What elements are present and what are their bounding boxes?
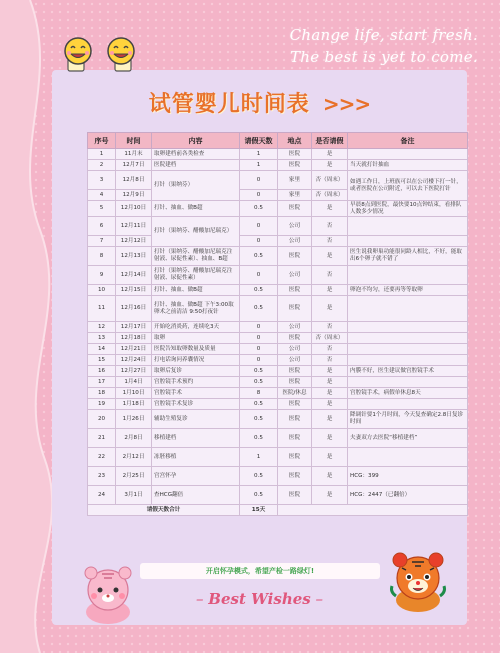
cell-content: 打针（果纳芬、醋酸加尼瑞克）: [152, 217, 240, 247]
cell-no: 23: [88, 467, 116, 486]
cell-leave: 是: [312, 149, 348, 160]
cell-no: 6: [88, 217, 116, 236]
cell-days: 0.5: [240, 429, 278, 448]
cell-date: 12月12日: [116, 236, 152, 247]
smiley-icon: [103, 35, 139, 73]
cell-date: 12月24日: [116, 355, 152, 366]
cell-place: 医院: [278, 448, 312, 467]
cell-date: 12月11日: [116, 217, 152, 236]
cell-content: 打针、抽血、做B超 下午3:00取卵术之前清洁 9:50打夜针: [152, 296, 240, 322]
cell-days: 0.5: [240, 486, 278, 505]
cell-leave: 是: [312, 429, 348, 448]
table-row: [88, 467, 468, 486]
cell-place: 公司: [278, 344, 312, 355]
best-wishes-footer: [52, 590, 467, 608]
cell-date: 12月9日: [116, 190, 152, 201]
cell-date: 1月26日: [116, 410, 152, 429]
cell-days: 0: [240, 322, 278, 333]
table-row: [88, 333, 468, 344]
cell-content: 打电话询问养囊情况: [152, 355, 240, 366]
cell-note: 夫妻双方去医院“移植建档”: [348, 429, 468, 448]
cell-note: [348, 333, 468, 344]
cell-leave: 是: [312, 448, 348, 467]
cell-content: 取卵: [152, 333, 240, 344]
cell-date: 12月17日: [116, 322, 152, 333]
cell-leave: 是: [312, 201, 348, 217]
cell-date: 2月25日: [116, 467, 152, 486]
table-row: [88, 322, 468, 333]
cell-place: 公司: [278, 266, 312, 285]
cell-place: 医院: [278, 201, 312, 217]
cell-place: 医院/休息: [278, 388, 312, 399]
cell-date: 12月14日: [116, 266, 152, 285]
table-row: [88, 171, 468, 190]
cell-leave: 是: [312, 366, 348, 377]
cell-days: 0: [240, 217, 278, 236]
table-row: [88, 149, 468, 160]
cell-leave: 否: [312, 355, 348, 366]
cell-leave: 是: [312, 285, 348, 296]
cell-days: 0.5: [240, 366, 278, 377]
cell-place: 医院: [278, 247, 312, 266]
table-row: [88, 399, 468, 410]
table-row: [88, 344, 468, 355]
column-header: 地点: [278, 133, 312, 149]
cell-note: HCG：2447（已翻倍）: [348, 486, 468, 505]
cell-place: 家里: [278, 190, 312, 201]
wishes-dash-right: –: [310, 590, 323, 608]
cell-no: 17: [88, 377, 116, 388]
cell-content: 宫腔镜手术: [152, 388, 240, 399]
cell-no: 4: [88, 190, 116, 201]
cell-date: 1月18日: [116, 399, 152, 410]
cell-days: 0: [240, 171, 278, 190]
header-slogan: [290, 24, 478, 68]
cell-content: 医院建档: [152, 160, 240, 171]
cell-leave: 是: [312, 247, 348, 266]
cell-content: 医院告知取卵数量及质量: [152, 344, 240, 355]
best-wishes-text: Best Wishes: [208, 590, 311, 608]
table-header-row: [88, 133, 468, 149]
cell-days: 8: [240, 388, 278, 399]
cell-content: 查HCG翻倍: [152, 486, 240, 505]
table-row: [88, 160, 468, 171]
cell-days: 1: [240, 149, 278, 160]
cell-note: [348, 448, 468, 467]
cell-leave: 是: [312, 296, 348, 322]
cell-place: 公司: [278, 355, 312, 366]
cell-content: 辅助生殖复诊: [152, 410, 240, 429]
cell-date: 3月1日: [116, 486, 152, 505]
table-row: [88, 486, 468, 505]
cell-place: 医院: [278, 410, 312, 429]
table-row: [88, 285, 468, 296]
cell-note: 早晨8点到医院，最快要10点钟结束，看排队人数多少情况: [348, 201, 468, 217]
cell-no: 20: [88, 410, 116, 429]
cell-leave: 否: [312, 322, 348, 333]
cell-content: 打针（果纳芬、醋酸加尼瑞克注射液、尿促性素）、抽血、B超: [152, 247, 240, 266]
cell-note: [348, 399, 468, 410]
cell-no: 11: [88, 296, 116, 322]
cell-leave: 是: [312, 399, 348, 410]
title-row: [52, 87, 467, 118]
cell-place: 医院: [278, 366, 312, 377]
cell-days: 1: [240, 448, 278, 467]
cell-date: 12月27日: [116, 366, 152, 377]
cell-no: 5: [88, 201, 116, 217]
total-value: 15天: [240, 505, 278, 516]
cell-leave: 是: [312, 377, 348, 388]
table-row: [88, 366, 468, 377]
cell-leave: 是: [312, 388, 348, 399]
cell-leave: 是: [312, 160, 348, 171]
cell-note: [348, 322, 468, 333]
cell-no: 9: [88, 266, 116, 285]
cell-days: 1: [240, 160, 278, 171]
cell-no: 22: [88, 448, 116, 467]
cell-no: 19: [88, 399, 116, 410]
column-header: 请假天数: [240, 133, 278, 149]
cell-no: 12: [88, 322, 116, 333]
total-label: 请假天数合计: [88, 505, 240, 516]
cell-note: 内膜不好，医生建议做宫腔镜手术: [348, 366, 468, 377]
cell-note: [348, 266, 468, 285]
cell-leave: 否（周末）: [312, 333, 348, 344]
cell-days: 0.5: [240, 247, 278, 266]
cell-days: 0.5: [240, 410, 278, 429]
table-row: [88, 429, 468, 448]
table-row: [88, 355, 468, 366]
cell-days: 0.5: [240, 285, 278, 296]
cell-content: 打针、抽血、做B超: [152, 285, 240, 296]
cell-content: 宫宫怀孕: [152, 467, 240, 486]
cell-no: 18: [88, 388, 116, 399]
pregnancy-banner: 开启怀孕模式，希望产检一路绿灯!: [140, 563, 380, 579]
cell-date: 12月8日: [116, 171, 152, 190]
cell-content: 冻胚移植: [152, 448, 240, 467]
cell-days: 0.5: [240, 399, 278, 410]
table-row: [88, 388, 468, 399]
cell-date: 2月8日: [116, 429, 152, 448]
cell-place: 公司: [278, 236, 312, 247]
title-arrows: >>>: [322, 92, 371, 116]
cell-place: 医院: [278, 285, 312, 296]
cell-days: 0: [240, 333, 278, 344]
cell-place: 医院: [278, 160, 312, 171]
schedule-table: [87, 132, 468, 516]
column-header: 是否请假: [312, 133, 348, 149]
cell-content: 打针（果纳芬、醋酸加尼瑞克注射液、尿促性素）: [152, 266, 240, 285]
table-row: [88, 410, 468, 429]
cell-days: 0: [240, 344, 278, 355]
cell-leave: 否（周末）: [312, 171, 348, 190]
cell-date: 1月4日: [116, 377, 152, 388]
cell-no: 3: [88, 171, 116, 190]
cell-note: [348, 377, 468, 388]
cell-place: 公司: [278, 217, 312, 236]
cell-place: 医院: [278, 467, 312, 486]
cell-days: 0.5: [240, 467, 278, 486]
cell-leave: 否: [312, 344, 348, 355]
cell-place: 医院: [278, 149, 312, 160]
cell-no: 15: [88, 355, 116, 366]
smiley-icon: [60, 35, 96, 73]
cell-leave: 是: [312, 410, 348, 429]
cell-note: 当天就打针抽血: [348, 160, 468, 171]
cell-place: 医院: [278, 429, 312, 448]
cell-date: 12月16日: [116, 296, 152, 322]
cell-date: 11月末: [116, 149, 152, 160]
cell-place: 公司: [278, 322, 312, 333]
cell-no: 24: [88, 486, 116, 505]
cell-content: 宫腔镜手术复诊: [152, 399, 240, 410]
wishes-dash-left: –: [196, 590, 209, 608]
column-header: 时间: [116, 133, 152, 149]
cell-note: [348, 344, 468, 355]
cell-note: [348, 296, 468, 322]
cell-days: 0.5: [240, 296, 278, 322]
cell-content: 取卵建档前各类检查: [152, 149, 240, 160]
cell-note: [348, 149, 468, 160]
table-row: [88, 266, 468, 285]
cell-days: 0: [240, 355, 278, 366]
cell-note: [348, 236, 468, 247]
cell-no: 7: [88, 236, 116, 247]
cell-content: 打针（果纳芬）: [152, 171, 240, 201]
cell-content: 取卵后复诊: [152, 366, 240, 377]
table-row: [88, 377, 468, 388]
cell-date: 12月21日: [116, 344, 152, 355]
cell-date: 2月12日: [116, 448, 152, 467]
column-header: 序号: [88, 133, 116, 149]
column-header: 内容: [152, 133, 240, 149]
cell-leave: 否: [312, 217, 348, 236]
cell-content: 移植建档: [152, 429, 240, 448]
table-row: [88, 217, 468, 236]
cell-days: 0.5: [240, 377, 278, 388]
table-row: [88, 296, 468, 322]
cell-place: 医院: [278, 486, 312, 505]
cell-note: [348, 217, 468, 236]
table-row: [88, 236, 468, 247]
cell-date: 1月10日: [116, 388, 152, 399]
cell-note: 卵泡不均匀，还要再等等取卵: [348, 285, 468, 296]
total-empty: [278, 505, 468, 516]
table-row: [88, 201, 468, 217]
cell-no: 1: [88, 149, 116, 160]
cell-leave: 否: [312, 236, 348, 247]
cell-days: 0.5: [240, 201, 278, 217]
cell-note: 如遇工作日，上班族可以在公司楼下打一针，或者医院在公司附近，可以去下医院打针: [348, 171, 468, 201]
cell-place: 医院: [278, 377, 312, 388]
cell-note: [348, 355, 468, 366]
table-row: [88, 448, 468, 467]
page-title: 试管婴儿时间表: [148, 92, 310, 117]
cell-content: 宫腔镜手术预约: [152, 377, 240, 388]
cell-no: 10: [88, 285, 116, 296]
cell-date: 12月15日: [116, 285, 152, 296]
cell-days: 0: [240, 236, 278, 247]
cell-leave: 是: [312, 467, 348, 486]
cell-no: 21: [88, 429, 116, 448]
cell-leave: 是: [312, 486, 348, 505]
cell-leave: 否（周末）: [312, 190, 348, 201]
cell-note: 宫腔镜手术，病假单休息8天: [348, 388, 468, 399]
cell-place: 医院: [278, 333, 312, 344]
cell-note: HCG：399: [348, 467, 468, 486]
cell-date: 12月18日: [116, 333, 152, 344]
cell-content: 打针、抽血、做B超: [152, 201, 240, 217]
table-row: [88, 247, 468, 266]
cell-content: 开始吃消炎药，连续吃3天: [152, 322, 240, 333]
column-header: 备注: [348, 133, 468, 149]
cell-no: 16: [88, 366, 116, 377]
slogan-line-2: The best is yet to come.: [289, 48, 478, 66]
cell-note: 降调针要1个月时间，今天复查确定2.8日复诊时间: [348, 410, 468, 429]
cell-days: 0: [240, 266, 278, 285]
cell-date: 12月10日: [116, 201, 152, 217]
slogan-line-1: Change life, start fresh.: [289, 26, 478, 44]
cell-date: 12月7日: [116, 160, 152, 171]
cell-no: 8: [88, 247, 116, 266]
cell-no: 13: [88, 333, 116, 344]
cell-place: 医院: [278, 296, 312, 322]
cell-no: 14: [88, 344, 116, 355]
cell-place: 医院: [278, 399, 312, 410]
cell-no: 2: [88, 160, 116, 171]
cell-leave: 否: [312, 266, 348, 285]
cell-date: 12月13日: [116, 247, 152, 266]
cell-note: 医生说我卵巢功能很同龄人相比，不好，能取出6个卵子就不错了: [348, 247, 468, 266]
total-row: [88, 505, 468, 516]
cell-place: 家里: [278, 171, 312, 190]
cell-days: 0: [240, 190, 278, 201]
